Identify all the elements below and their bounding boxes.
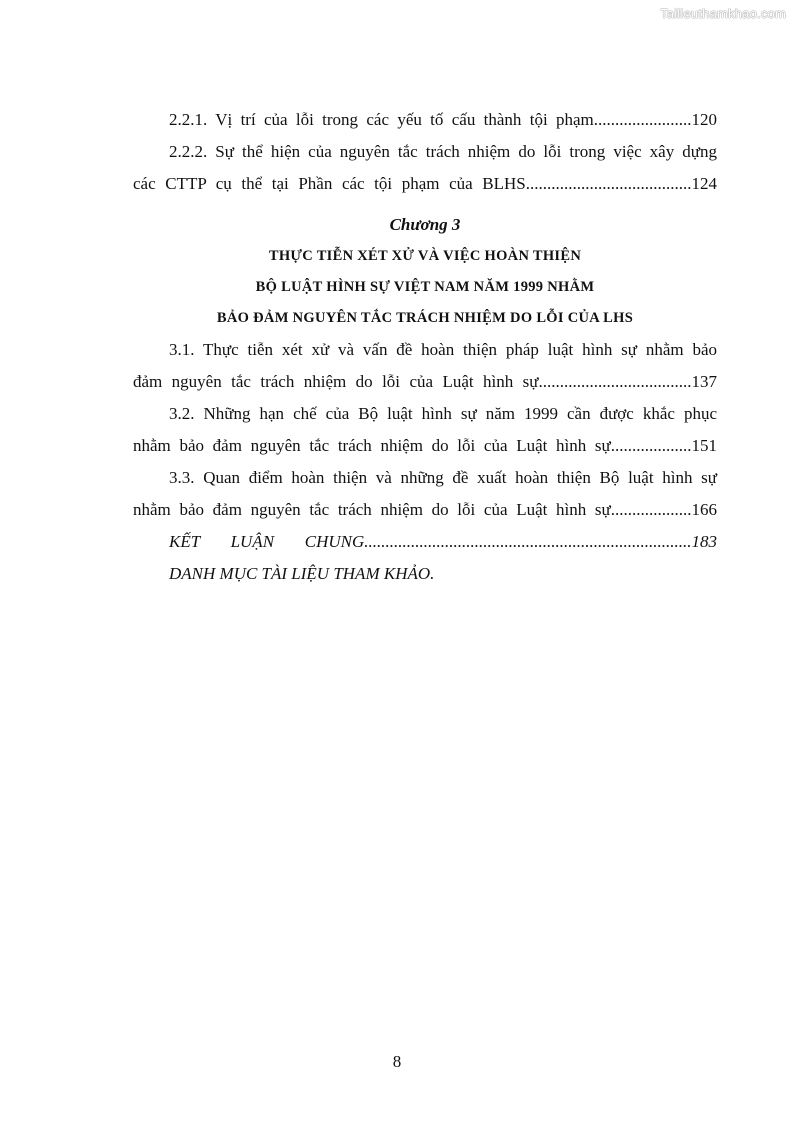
toc-entry-2-2-1 [133, 104, 717, 136]
toc-entry-line: 3.3. Quan điểm hoàn thiện và những đề xuất hoàn thiện Bộ luật hình sự [169, 468, 717, 487]
chapter-title-line: BỘ LUẬT HÌNH SỰ VIỆT NAM NĂM 1999 NHẰM [255, 279, 595, 295]
toc-entry-line: đảm nguyên tắc trách nhiệm do lỗi của Luật hình sự....................................137 [133, 372, 717, 391]
toc-entry-conclusion [133, 526, 717, 558]
toc-entry-line: 2.2.2. Sự thể hiện của nguyên tắc trách nhiệm do lỗi trong việc xây dựng [169, 142, 717, 161]
toc-entry-line: nhằm bảo đảm nguyên tắc trách nhiệm do lỗi của Luật hình sự...................151 [133, 436, 717, 455]
toc-entry-3-3 [133, 462, 717, 526]
toc-entry-3-2 [133, 398, 717, 462]
watermark-text: Tailieuthamkhao.com [660, 6, 786, 21]
toc-entry-3-1 [133, 334, 717, 398]
toc-entry-line: 2.2.1. Vị trí của lỗi trong các yếu tố cấu thành tội phạm.......................120 [169, 110, 717, 129]
chapter-title-line: BẢO ĐẢM NGUYÊN TẮC TRÁCH NHIỆM DO LỖI CỦA LHS [216, 310, 634, 326]
page-number: 8 [392, 1052, 402, 1071]
toc-entry-line: 3.2. Những hạn chế của Bộ luật hình sự năm 1999 cần được khắc phục [169, 404, 717, 423]
toc-entry-line: 3.1. Thực tiễn xét xử và vấn đề hoàn thiện pháp luật hình sự nhằm bảo [169, 340, 717, 359]
toc-entry-line: các CTTP cụ thể tại Phần các tội phạm của BLHS.......................................124 [133, 174, 717, 193]
table-of-contents [133, 104, 717, 590]
chapter-title-line: THỰC TIỄN XÉT XỬ VÀ VIỆC HOÀN THIỆN [268, 248, 582, 264]
toc-entry-line: nhằm bảo đảm nguyên tắc trách nhiệm do lỗi của Luật hình sự...................166 [133, 500, 717, 519]
toc-entry-references: DANH MỤC TÀI LIỆU THAM KHẢO. [169, 564, 435, 583]
toc-entry-2-2-2 [133, 136, 717, 200]
chapter-label: Chương 3 [389, 215, 461, 234]
toc-entry-line: KẾT LUẬN CHUNG.............................................................................183 [169, 532, 717, 551]
